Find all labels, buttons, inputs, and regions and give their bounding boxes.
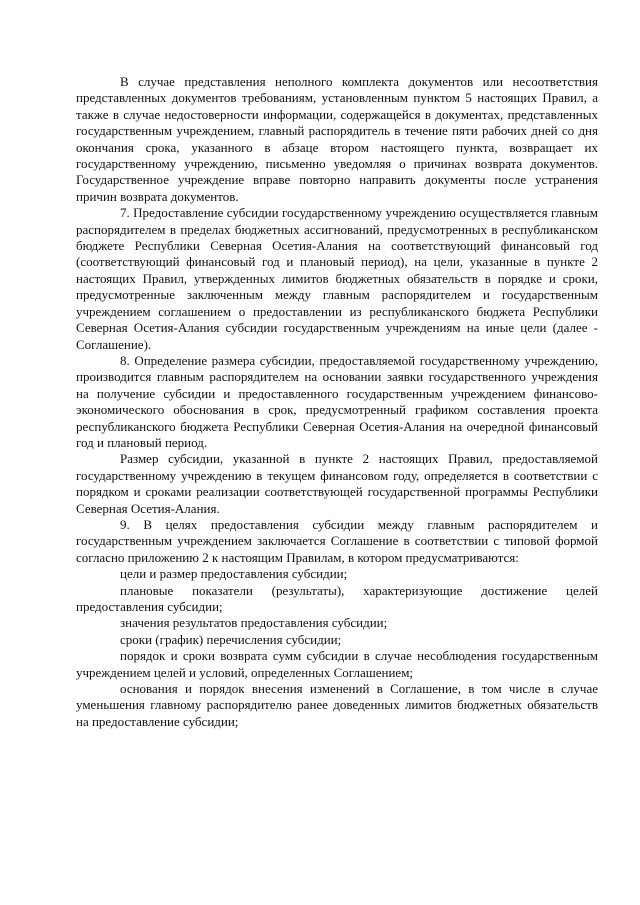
list-item-amendments: основания и порядок внесения изменений в Соглашение, в том числе в случае уменьшения главному распорядителю ранее доведенных лимитов бюджетных обязательств на предоставление субсидии;	[76, 681, 598, 729]
list-item-return-terms: порядок и сроки возврата сумм субсидии в случае несоблюдения государственным учреждением целей и условий, определенных Соглашением;	[76, 648, 598, 680]
list-item-schedule: сроки (график) перечисления субсидии;	[120, 631, 342, 647]
list-item-result-values: значения результатов предоставления субсидии;	[120, 615, 388, 631]
paragraph-8-subsidy-amount: 8. Определение размера субсидии, предоставляемой государственному учреждению, производится главным распорядителем на основании заявки государственного учреждения на получение субсидии и предоставленного государственным учреждением финансово-экономического обоснования в срок, предусмотренный графиком составления проекта республиканского бюджета Республики Северная Осетия-Алания на очередной финансовый год и плановый период.	[76, 352, 598, 450]
paragraph-subsidy-size: Размер субсидии, указанной в пункте 2 настоящих Правил, предоставляемой государственному учреждению в текущем финансовом году, определяется в соответствии с порядком и сроками реализации соответствующей государственной программы Республики Северная Осетия-Алания.	[76, 451, 598, 516]
paragraph-return-documents: В случае представления неполного комплекта документов или несоответствия представленных документов требованиям, установленным пунктом 5 настоящих Правил, а также в случае недостоверности информации, содержащейся в документах, представленных государственным учреждением, главный распорядитель в течение пяти рабочих дней со дня окончания срока, указанного в абзаце втором настоящего пункта, возвращает их государственному учреждению, письменно уведомляя о причинах возврата документов. Государственное учреждение вправе повторно направить документы после устранения причин возврата документов.	[76, 74, 598, 204]
paragraph-7-subsidy-provision: 7. Предоставление субсидии государственному учреждению осуществляется главным распорядителем в пределах бюджетных ассигнований, предусмотренных в республиканском бюджете Республики Северная Осетия-Алания на соответствующий финансовый год (соответствующий финансовый год и плановый период), на цели, указанные в пункте 2 настоящих Правил, утвержденных лимитов бюджетных обязательств в порядке и сроки, предусмотренные заключенным между главным распорядителем и государственным учреждением соглашением о предоставлении из республиканского бюджета Республики Северная Осетия-Алания субсидии государственным учреждениям на иные цели (далее - Соглашение).	[76, 205, 598, 352]
list-item-planned-indicators: плановые показатели (результаты), характеризующие достижение целей предоставления субсидии;	[76, 582, 598, 614]
list-item-goals: цели и размер предоставления субсидии;	[120, 566, 348, 582]
paragraph-9-agreement: 9. В целях предоставления субсидии между главным распорядителем и государственным учреждением заключается Соглашение в соответствии с типовой формой согласно приложению 2 к настоящим Правилам, в котором предусматриваются:	[76, 516, 598, 565]
document-body	[76, 74, 598, 730]
